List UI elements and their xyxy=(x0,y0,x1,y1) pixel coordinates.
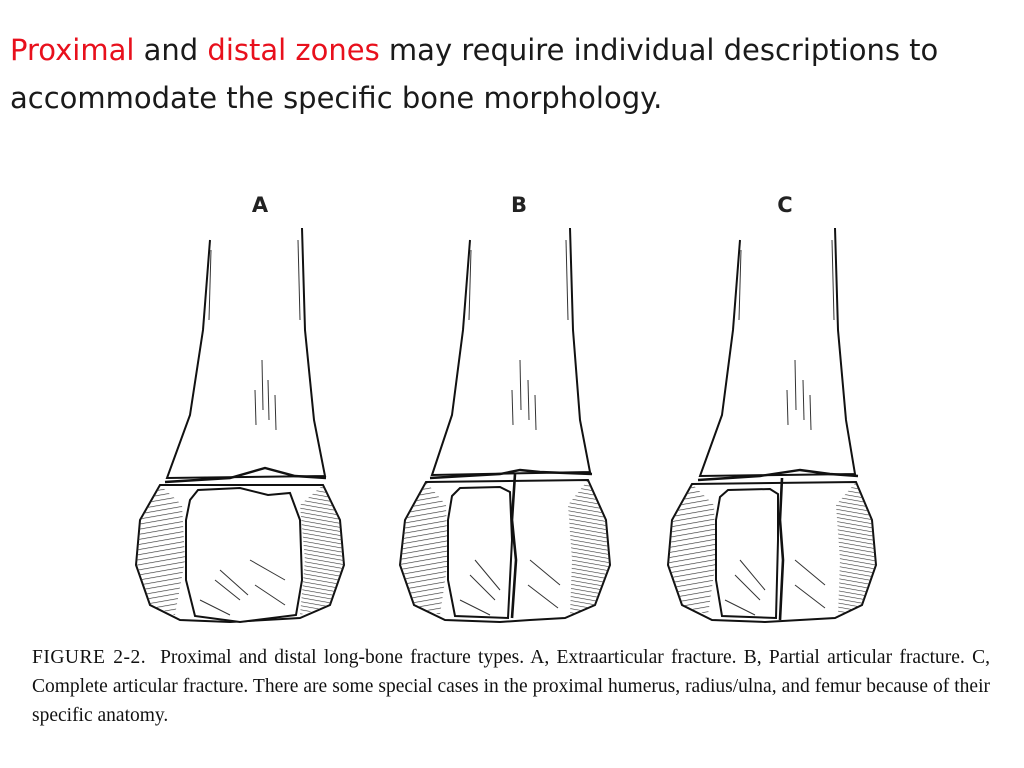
bone-b xyxy=(400,228,610,622)
panel-label-c: C xyxy=(777,193,793,217)
caption-text: Proximal and distal long-bone fracture types. A, Extraarticular fracture. B, Partial articular fracture. C, Complete articular fracture. There are some special cases in the proximal humerus, radius/ulna, and femur because of their specific anatomy. xyxy=(32,647,990,726)
bone-a xyxy=(136,228,344,622)
bone-a-shaft xyxy=(167,228,325,478)
panel-label-b: B xyxy=(510,193,527,217)
title-distal-zones: distal zones xyxy=(207,33,380,67)
bone-a-fracture-line xyxy=(165,468,326,482)
title-proximal: Proximal xyxy=(10,33,135,67)
bone-c xyxy=(668,228,876,622)
title-rest: may require individual descriptions to accommodate the specific bone morphology. xyxy=(10,33,939,115)
panel-label-a: A xyxy=(251,193,269,217)
title-and: and xyxy=(134,33,208,67)
slide-title xyxy=(10,26,1010,122)
fracture-diagram xyxy=(0,180,1024,640)
figure-caption xyxy=(32,643,990,730)
figure-number: FIGURE 2-2. xyxy=(32,647,147,668)
bone-c-shaft xyxy=(700,228,855,476)
